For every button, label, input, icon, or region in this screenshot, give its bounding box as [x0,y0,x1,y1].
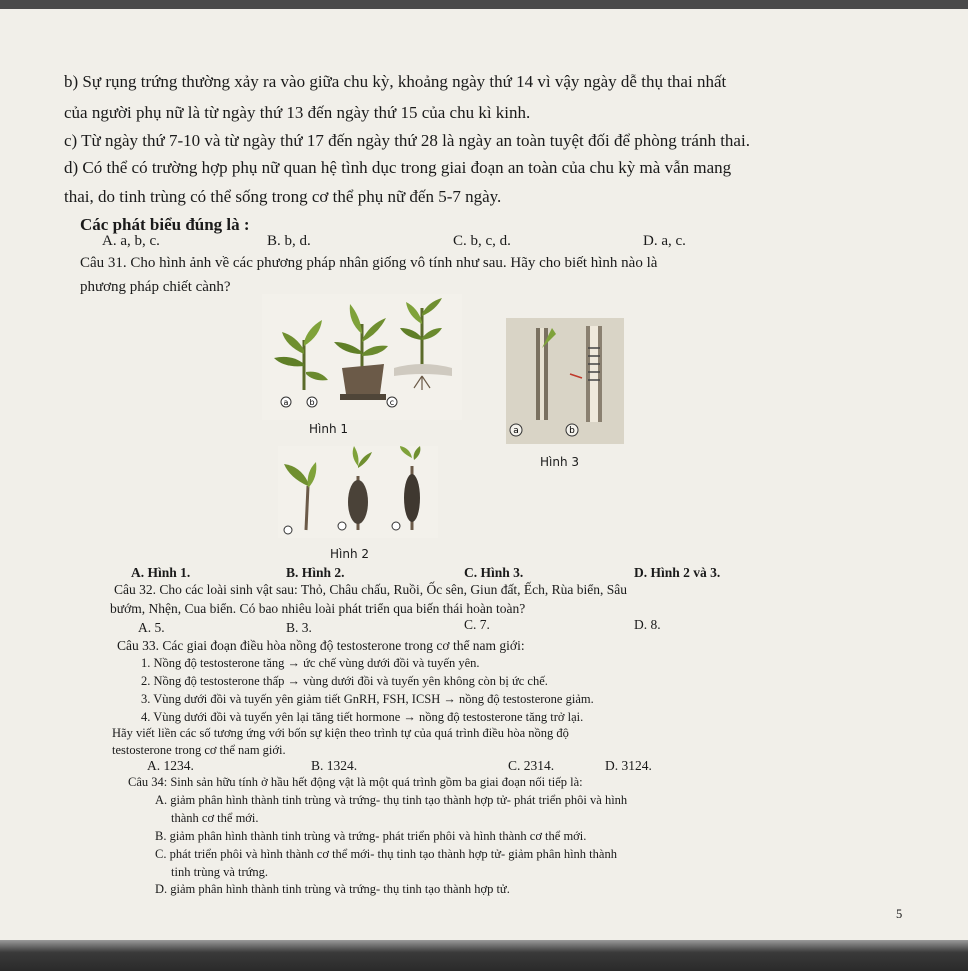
figure-3-caption: Hình 3 [540,455,580,469]
q31-option-d: D. Hình 2 và 3. [634,565,721,580]
q34-option-d: D. giảm phân hình thành tinh trùng và trứng- thụ tinh tạo thành hợp tử. [155,882,510,896]
statement-b-line1: b) Sự rụng trứng thường xảy ra vào giữa chu kỳ, khoảng ngày thứ 14 vì vậy ngày dễ thụ thai nhất [64,72,727,91]
q33-option-d: D. 3124. [605,758,652,773]
statement-c: c) Từ ngày thứ 7-10 và từ ngày thứ 17 đến ngày thứ 28 là ngày an toàn tuyệt đối để phòng tránh thai. [64,131,750,150]
q33-ask-line1: Hãy viết liền các số tương ứng với bốn sự kiện theo trình tự của quá trình điều hòa nồng độ [112,726,569,740]
q33-item-1: 1. Nồng độ testosterone tăng → ức chế vùng dưới đồi và tuyến yên. [141,656,480,670]
q30-option-c: C. b, c, d. [453,233,511,249]
q31-stem-line2: phương pháp chiết cành? [80,279,231,295]
q32-stem-line2: bướm, Nhện, Cua biển. Có bao nhiêu loài phát triển qua biến thái hoàn toàn? [110,601,526,616]
q34-option-a-line2: thành cơ thể mới. [171,811,259,825]
q33-item-3: 3. Vùng dưới đồi và tuyến yên giảm tiết GnRH, FSH, ICSH → nồng độ testosterone giảm. [141,692,594,706]
q33-option-b: B. 1324. [311,758,358,773]
q30-option-d: D. a, c. [643,233,686,249]
q30-prompt: Các phát biểu đúng là : [80,215,250,234]
q32-option-c: C. 7. [464,617,490,632]
q32-option-b: B. 3. [286,620,312,635]
q34-option-b: B. giảm phân hình thành tinh trùng và trứng- phát triển phôi và hình thành cơ thể mới. [155,829,587,843]
q30-option-a: A. a, b, c. [102,233,160,249]
q31-option-b: B. Hình 2. [286,565,345,580]
figure-1-cutting-illustration [262,294,462,420]
figure-2-caption: Hình 2 [330,547,370,561]
figure-1-caption: Hình 1 [309,422,349,436]
fig1-marker-c: c [389,398,395,407]
page-number: 5 [896,907,903,921]
q34-stem: Câu 34: Sinh sản hữu tính ở hầu hết động vật là một quá trình gồm ba giai đoạn nối tiếp là: [128,775,583,789]
q34-option-c-line2: tinh trùng và trứng. [171,865,269,879]
fig3-marker-b: b [569,426,575,436]
q32-option-d: D. 8. [634,617,661,632]
q33-option-c: C. 2314. [508,758,555,773]
top-edge [0,0,968,9]
q31-stem-line1: Câu 31. Cho hình ảnh về các phương pháp nhân giống vô tính như sau. Hãy cho biết hình nào là [80,255,658,271]
fig1-marker-b: b [309,398,315,407]
q34-option-a-line1: A. giảm phân hình thành tinh trùng và trứng- thụ tinh tạo thành hợp tử- phát triển phôi và hình [155,793,628,807]
q32-option-a: A. 5. [138,620,165,635]
fig1-marker-a: a [283,398,289,407]
q31-option-c: C. Hình 3. [464,565,524,580]
q32-stem-line1: Câu 32. Cho các loài sinh vật sau: Thỏ, Châu chấu, Ruồi, Ốc sên, Giun đất, Ếch, Rùa biển, Sâu [114,582,628,597]
statement-d-line2: thai, do tinh trùng có thể sống trong cơ thể phụ nữ đến 5-7 ngày. [64,187,502,206]
q31-option-a: A. Hình 1. [131,565,191,580]
bottom-edge [0,940,968,971]
figure-2-layering-illustration [278,446,438,538]
q33-ask-line2: testosterone trong cơ thể nam giới. [112,743,286,757]
q33-item-4: 4. Vùng dưới đồi và tuyến yên lại tăng tiết hormone → nồng độ testosterone tăng trở lại. [141,710,584,724]
q34-option-c-line1: C. phát triển phôi và hình thành cơ thể mới- thụ tinh tạo thành hợp tử- giảm phân hình thành [155,847,617,861]
q33-option-a: A. 1234. [147,758,194,773]
fig3-marker-a: a [513,426,519,436]
figure-3-grafting-illustration [506,318,624,444]
statement-d-line1: d) Có thể có trường hợp phụ nữ quan hệ tình dục trong giai đoạn an toàn của chu kỳ mà vẫn mang [64,158,732,177]
q30-option-b: B. b, d. [267,233,311,249]
q33-stem: Câu 33. Các giai đoạn điều hòa nồng độ testosterone trong cơ thể nam giới: [117,638,525,653]
statement-b-line2: của người phụ nữ là từ ngày thứ 13 đến ngày thứ 15 của chu kì kinh. [64,103,531,122]
q33-item-2: 2. Nồng độ testosterone thấp → vùng dưới đồi và tuyến yên không còn bị ức chế. [141,674,548,688]
